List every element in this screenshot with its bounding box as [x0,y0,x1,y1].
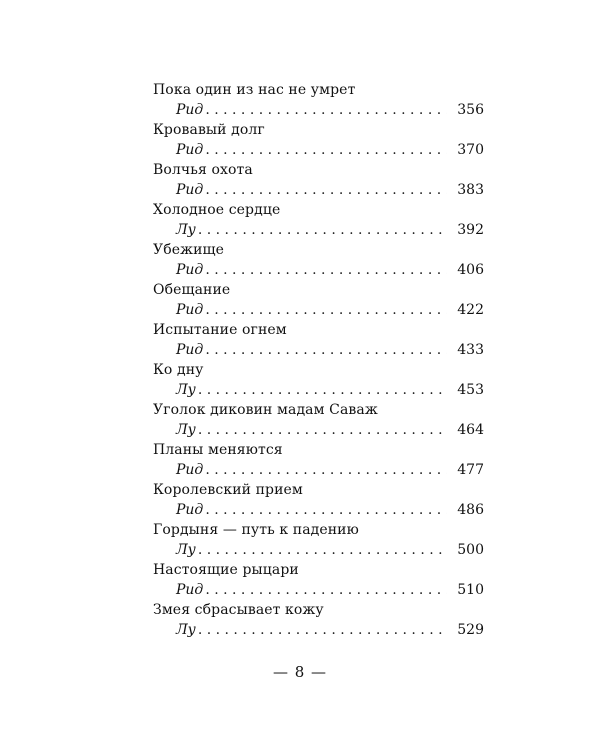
toc-entry-line [176,380,484,400]
toc-entry-line [176,340,484,360]
toc-entry-line [176,100,484,120]
chapter-title: Испытание огнем [153,322,287,338]
toc-entry [153,160,484,200]
chapter-title: Настоящие рыцари [153,562,299,578]
toc-entry [153,520,484,560]
toc-entry [153,80,484,120]
page-number: 453 [457,382,484,398]
chapter-title: Убежище [153,242,225,258]
table-of-contents [153,80,484,640]
chapter-narrator: Лу [176,382,196,398]
page-number: 383 [457,182,484,198]
chapter-narrator: Рид [176,342,204,358]
dot-leader [205,100,447,120]
toc-entry-line [176,580,484,600]
page-number: 422 [457,302,484,318]
chapter-narrator: Рид [176,462,204,478]
chapter-narrator: Рид [176,142,204,158]
chapter-narrator: Рид [176,262,204,278]
chapter-title: Холодное сердце [153,202,281,218]
toc-entry [153,600,484,640]
folio-page-number: — 8 — [272,663,328,681]
chapter-title: Змея сбрасывает кожу [153,602,324,618]
page-number: 510 [457,582,484,598]
chapter-narrator: Рид [176,182,204,198]
page-number: 464 [457,422,484,438]
page-number: 433 [457,342,484,358]
dot-leader [205,180,447,200]
toc-entry [153,360,484,400]
dot-leader [205,340,447,360]
toc-entry-line [176,180,484,200]
dot-leader [198,420,447,440]
toc-entry-line [176,540,484,560]
dot-leader [205,300,447,320]
chapter-narrator: Рид [176,502,204,518]
toc-entry [153,560,484,600]
toc-entry [153,480,484,520]
page-number: 529 [457,622,484,638]
dot-leader [205,580,447,600]
chapter-narrator: Лу [176,622,196,638]
chapter-title: Пока один из нас не умрет [153,82,356,98]
page-number: 477 [457,462,484,478]
chapter-narrator: Рид [176,582,204,598]
dot-leader [198,380,447,400]
toc-entry [153,320,484,360]
toc-entry [153,200,484,240]
toc-entry-line [176,300,484,320]
chapter-narrator: Лу [176,542,196,558]
chapter-title: Королевский прием [153,482,303,498]
chapter-title: Волчья охота [153,162,253,178]
dot-leader [198,540,447,560]
chapter-title: Гордыня — путь к падению [153,522,359,538]
dot-leader [205,460,447,480]
toc-entry-line [176,140,484,160]
toc-entry-line [176,260,484,280]
page-number: 356 [457,102,484,118]
chapter-title: Ко дну [153,362,204,378]
dot-leader [205,260,447,280]
page-number: 370 [457,142,484,158]
page-number: 406 [457,262,484,278]
chapter-narrator: Лу [176,422,196,438]
toc-entry-line [176,220,484,240]
toc-entry-line [176,500,484,520]
toc-entry [153,280,484,320]
chapter-narrator: Рид [176,102,204,118]
toc-entry [153,240,484,280]
page-number: 486 [457,502,484,518]
page-number: 392 [457,222,484,238]
toc-entry [153,400,484,440]
dot-leader [198,220,447,240]
page-number: 500 [457,542,484,558]
toc-entry [153,120,484,160]
toc-entry-line [176,460,484,480]
chapter-narrator: Рид [176,302,204,318]
chapter-narrator: Лу [176,222,196,238]
chapter-title: Обещание [153,282,231,298]
chapter-title: Уголок диковин мадам Саваж [153,402,378,418]
toc-entry-line [176,620,484,640]
dot-leader [198,620,447,640]
dot-leader [205,140,447,160]
toc-entry [153,440,484,480]
toc-entry-line [176,420,484,440]
chapter-title: Планы меняются [153,442,283,458]
chapter-title: Кровавый долг [153,122,265,138]
dot-leader [205,500,447,520]
